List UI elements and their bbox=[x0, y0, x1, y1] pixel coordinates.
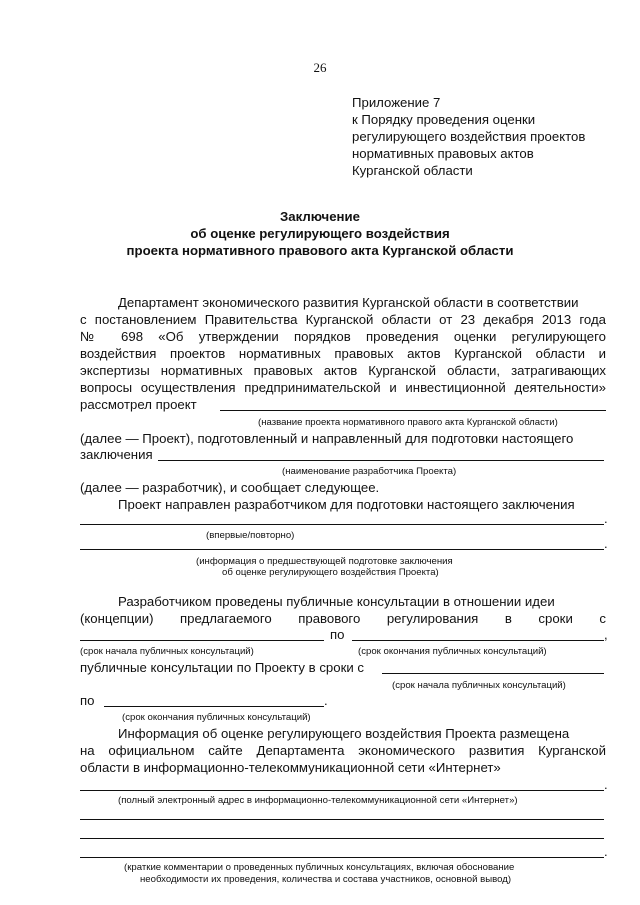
info-line-1: Информация об оценке регулирующего воздействия Проекта размещена bbox=[118, 726, 570, 741]
title-line-1: Заключение bbox=[280, 209, 360, 224]
first-repeat-caption: (впервые/повторно) bbox=[206, 530, 295, 541]
project-start-caption: (срок начала публичных консультаций) bbox=[392, 680, 566, 691]
intro-line-6: вопросы осуществления предпринимательской и инвестиционной деятельности» bbox=[80, 380, 606, 395]
period: . bbox=[604, 844, 608, 859]
consult-word: в bbox=[504, 611, 512, 626]
first-repeat-field[interactable] bbox=[80, 524, 604, 525]
appendix-line: нормативных правовых актов bbox=[352, 146, 534, 161]
appendix-line: Курганской области bbox=[352, 163, 473, 178]
comma: , bbox=[604, 627, 608, 642]
comments-caption-2: необходимости их проведения, количества и состава участников, основной вывод) bbox=[140, 874, 512, 885]
page-number: 26 bbox=[313, 60, 327, 75]
consult-line-3: публичные консультации по Проекту в сроки с bbox=[80, 660, 364, 675]
developer-caption: (наименование разработчика Проекта) bbox=[282, 466, 457, 477]
info-line-2: на официальном сайте Департамента экономического развития Курганской bbox=[80, 743, 606, 758]
po-label: по bbox=[330, 627, 345, 642]
direction-text: Проект направлен разработчиком для подготовки настоящего заключения bbox=[118, 497, 575, 512]
intro-line-2: с постановлением Правительства Курганской области от 23 декабря 2013 года bbox=[80, 312, 606, 327]
consult-word: правового bbox=[298, 611, 361, 626]
period: . bbox=[604, 777, 608, 792]
consult-word: сроки bbox=[538, 611, 573, 626]
web-address-caption: (полный электронный адрес в информационно-телекоммуникационной сети «Интернет») bbox=[118, 795, 518, 806]
idea-start-caption: (срок начала публичных консультаций) bbox=[80, 646, 254, 657]
consult-line-1: Разработчиком проведены публичные консультации в отношении идеи bbox=[118, 594, 555, 609]
info-line-3: области в информационно-телекоммуникационной сети «Интернет» bbox=[80, 760, 501, 775]
intro-line-5: экспертизы нормативных правовых актов Курганской области, затрагивающих bbox=[80, 363, 606, 378]
idea-start-date-field[interactable] bbox=[80, 640, 324, 641]
project-end-caption: (срок окончания публичных консультаций) bbox=[122, 712, 311, 723]
project-name-caption: (название проекта нормативного правого акта Курганской области) bbox=[258, 417, 558, 428]
po-label-2: по bbox=[80, 693, 95, 708]
consult-word: (концепции) bbox=[80, 611, 154, 626]
appendix-line: к Порядку проведения оценки bbox=[352, 112, 536, 127]
appendix-block bbox=[352, 94, 622, 179]
consult-word: регулирования bbox=[386, 611, 479, 626]
project-name-field[interactable] bbox=[220, 410, 606, 411]
comments-field-1[interactable] bbox=[80, 819, 604, 820]
consult-word: с bbox=[599, 611, 606, 626]
comments-field-3[interactable] bbox=[80, 857, 604, 858]
period: . bbox=[604, 511, 608, 526]
project-end-date-field[interactable] bbox=[104, 706, 324, 707]
project-start-date-field[interactable] bbox=[382, 673, 604, 674]
idea-end-date-field[interactable] bbox=[352, 640, 604, 641]
reviewed-label: рассмотрел проект bbox=[80, 397, 197, 412]
developer-field[interactable] bbox=[158, 460, 604, 461]
period: . bbox=[324, 693, 328, 708]
previous-info-caption-2: об оценке регулирующего воздействия Проекта) bbox=[222, 567, 439, 578]
comments-caption-1: (краткие комментарии о проведенных публичных консультациях, включая обоснование bbox=[124, 862, 515, 873]
conclusions-label: заключения bbox=[80, 447, 153, 462]
consult-word: предлагаемого bbox=[180, 611, 272, 626]
comments-field-2[interactable] bbox=[80, 838, 604, 839]
consult-line-2 bbox=[80, 610, 606, 627]
title-line-3: проекта нормативного правового акта Курганской области bbox=[126, 243, 514, 258]
intro-line-1: Департамент экономического развития Курганской области в соответствии bbox=[118, 295, 579, 310]
idea-end-caption: (срок окончания публичных консультаций) bbox=[358, 646, 547, 657]
intro-line-3: № 698 «Об утверждении порядков проведения оценки регулирующего bbox=[80, 329, 606, 344]
title-line-2: об оценке регулирующего воздействия bbox=[190, 226, 450, 241]
appendix-line: Приложение 7 bbox=[352, 95, 441, 110]
web-address-field[interactable] bbox=[80, 790, 604, 791]
intro-continued-1: (далее — Проект), подготовленный и направленный для подготовки настоящего bbox=[80, 431, 574, 446]
appendix-line: регулирующего воздействия проектов bbox=[352, 129, 586, 144]
document-title bbox=[0, 208, 640, 259]
previous-info-caption-1: (информация о предшествующей подготовке заключения bbox=[196, 556, 453, 567]
period: . bbox=[604, 536, 608, 551]
intro-continued-2: (далее — разработчик), и сообщает следующее. bbox=[80, 480, 380, 495]
previous-info-field[interactable] bbox=[80, 549, 604, 550]
intro-line-4: воздействия проектов нормативных правовых актов Курганской области и bbox=[80, 346, 606, 361]
